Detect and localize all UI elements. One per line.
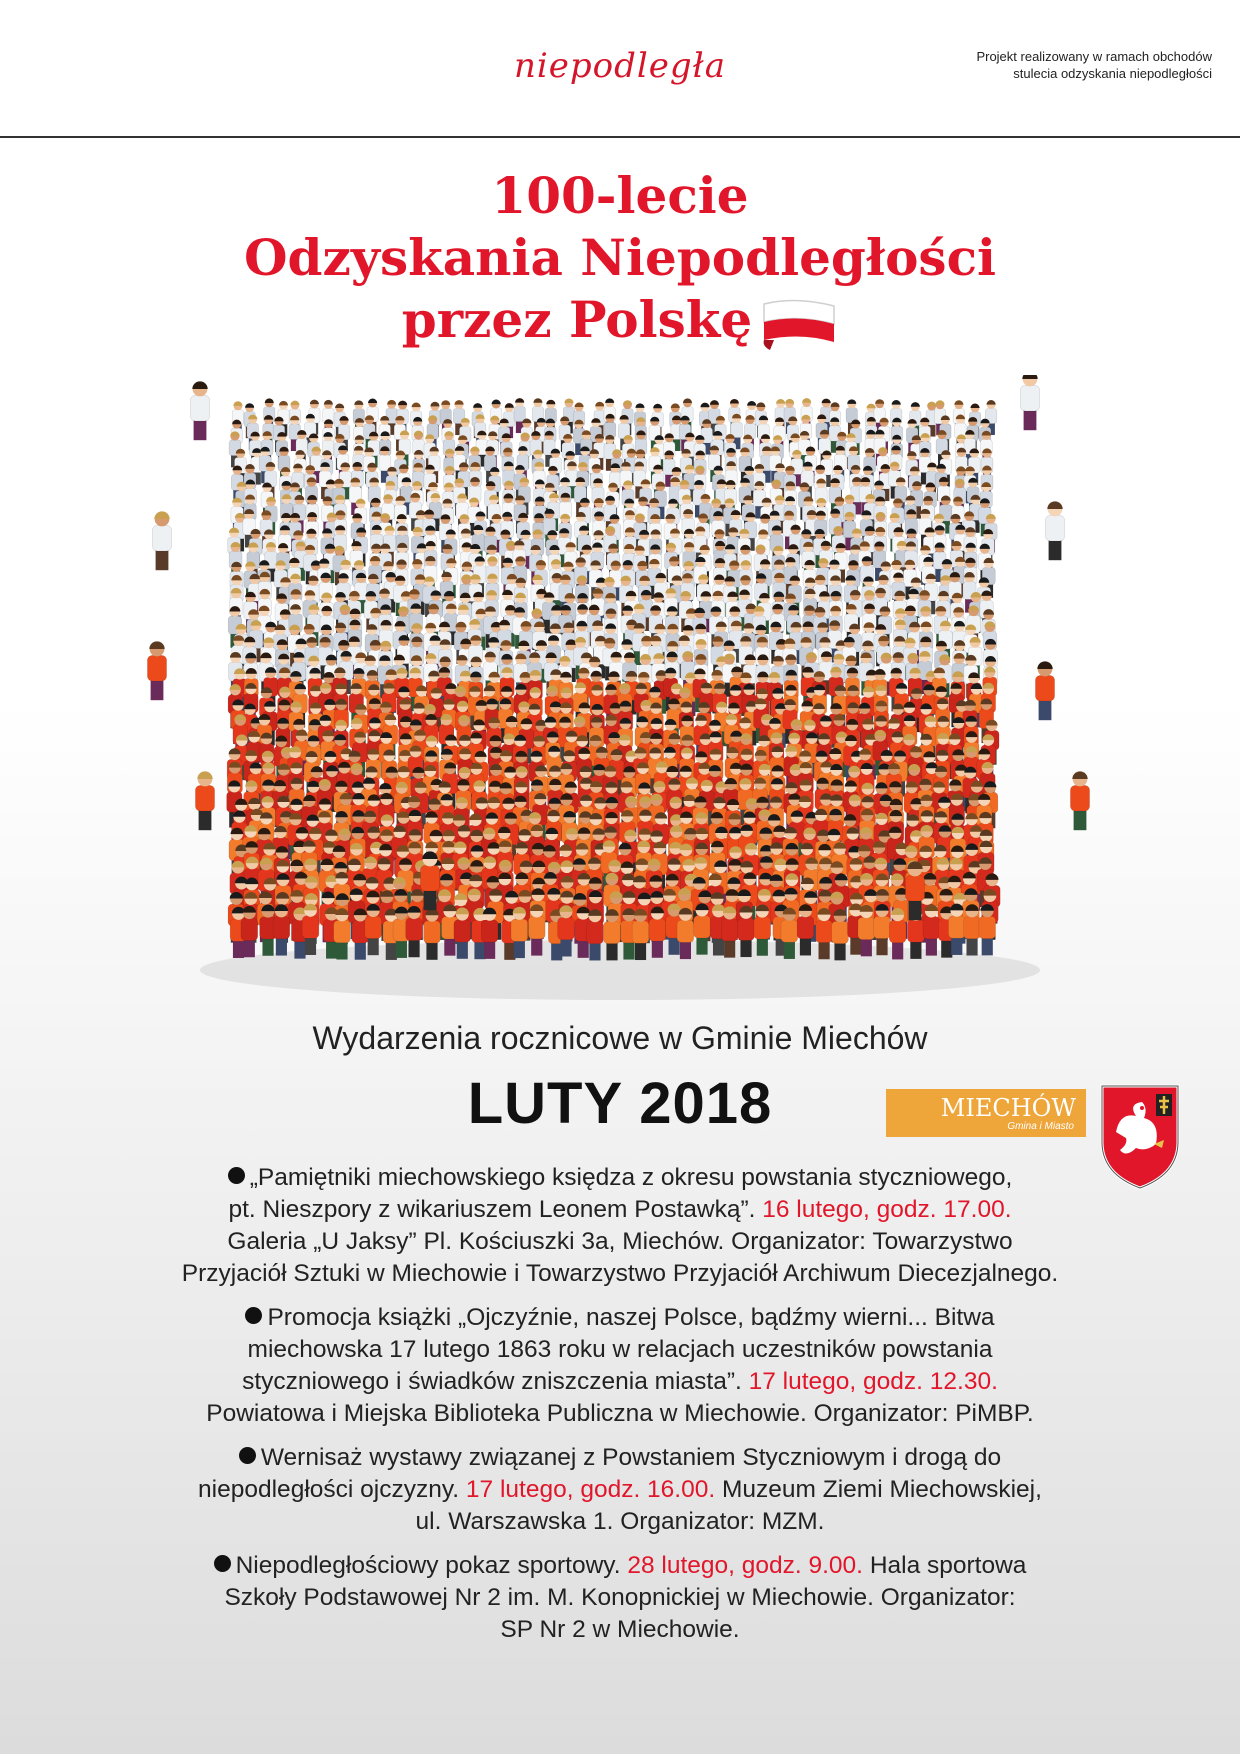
event-text: miechowska 17 lutego 1863 roku w relacjach uczestników powstania bbox=[247, 1336, 993, 1363]
event-text: SP Nr 2 w Miechowie. bbox=[500, 1616, 740, 1643]
crowd-person bbox=[923, 904, 940, 955]
event-text: Muzeum Ziemi Miechowskiej, bbox=[722, 1476, 1042, 1503]
event-text: ul. Warszawska 1. Organizator: MZM. bbox=[415, 1508, 825, 1535]
crowd-person bbox=[190, 381, 209, 440]
title-line: 100-lecie bbox=[491, 166, 749, 225]
event-date: 17 lutego, godz. 16.00. bbox=[465, 1476, 716, 1503]
crowd-person bbox=[273, 904, 290, 955]
crowd-person bbox=[195, 771, 214, 830]
event-text: Niepodległościowy pokaz sportowy. bbox=[235, 1552, 621, 1579]
event-item bbox=[80, 1550, 1160, 1646]
header-divider bbox=[0, 136, 1240, 138]
event-text: Wernisaż wystawy związanej z Powstaniem Styczniowym i drogą do bbox=[260, 1444, 1002, 1471]
poster-title bbox=[70, 165, 1170, 352]
title-line: Odzyskania Niepodległości bbox=[243, 228, 997, 287]
crowd-person bbox=[1070, 771, 1089, 830]
events-list bbox=[80, 1162, 1160, 1658]
bullet-icon bbox=[214, 1555, 231, 1572]
event-text: Przyjaciół Sztuki w Miechowie i Towarzystwo Przyjaciół Archiwum Diecezjalnego. bbox=[181, 1260, 1059, 1287]
project-note-line: Projekt realizowany w ramach obchodów bbox=[976, 49, 1212, 64]
event-text: Hala sportowa bbox=[869, 1552, 1027, 1579]
crowd-flag-illustration bbox=[0, 375, 1240, 1025]
crowd-person bbox=[964, 904, 981, 955]
header bbox=[0, 0, 1240, 136]
event-text: Powiatowa i Miejska Biblioteka Publiczna w Miechowie. Organizator: PiMBP. bbox=[206, 1400, 1034, 1427]
bullet-icon bbox=[245, 1307, 262, 1324]
badge-name: MIECHÓW bbox=[940, 1094, 1076, 1122]
crowd-person bbox=[1035, 661, 1054, 720]
bullet-icon bbox=[228, 1167, 245, 1184]
event-date: 28 lutego, godz. 9.00. bbox=[627, 1552, 863, 1579]
crowd-person bbox=[152, 511, 171, 570]
event-text: Szkoły Podstawowej Nr 2 im. M. Konopnickiej w Miechowie. Organizator: bbox=[224, 1584, 1016, 1611]
event-text: pt. Nieszpory z wikariuszem Leonem Postawką”. bbox=[228, 1196, 756, 1223]
project-note bbox=[852, 48, 1212, 82]
niepodlegla-logo: niepodległa bbox=[514, 46, 726, 86]
event-item bbox=[80, 1162, 1160, 1290]
event-text: styczniowego i świadków zniszczenia miasta”. bbox=[242, 1368, 742, 1395]
crowd-person bbox=[1020, 375, 1039, 430]
title-line-3 bbox=[70, 289, 1170, 352]
event-text: niepodległości ojczyzny. bbox=[198, 1476, 460, 1503]
event-item bbox=[80, 1442, 1160, 1538]
project-note-line: stulecia odzyskania niepodległości bbox=[1013, 66, 1212, 81]
crowd-person bbox=[1045, 501, 1064, 560]
polish-flag-icon bbox=[760, 296, 838, 352]
event-item bbox=[80, 1302, 1160, 1430]
bullet-icon bbox=[239, 1447, 256, 1464]
event-text: Galeria „U Jaksy” Pl. Kościuszki 3a, Miechów. Organizator: Towarzystwo bbox=[227, 1228, 1013, 1255]
crowd-person bbox=[147, 641, 166, 700]
badge-subtitle: Gmina i Miasto bbox=[1007, 1121, 1074, 1132]
title-line: przez Polskę bbox=[401, 290, 753, 349]
crowd-person bbox=[979, 904, 996, 955]
event-date: 16 lutego, godz. 17.00. bbox=[762, 1196, 1012, 1223]
event-date: 17 lutego, godz. 12.30. bbox=[748, 1368, 998, 1395]
month-heading: LUTY 2018 bbox=[467, 1071, 773, 1136]
miechow-badge bbox=[886, 1089, 1086, 1137]
event-text: Promocja książki „Ojczyźnie, naszej Polsce, bądźmy wierni... Bitwa bbox=[267, 1304, 995, 1331]
event-text: „Pamiętniki miechowskiego księdza z okresu powstania styczniowego, bbox=[249, 1164, 1013, 1191]
subtitle: Wydarzenia rocznicowe w Gminie Miechów bbox=[312, 1020, 928, 1056]
